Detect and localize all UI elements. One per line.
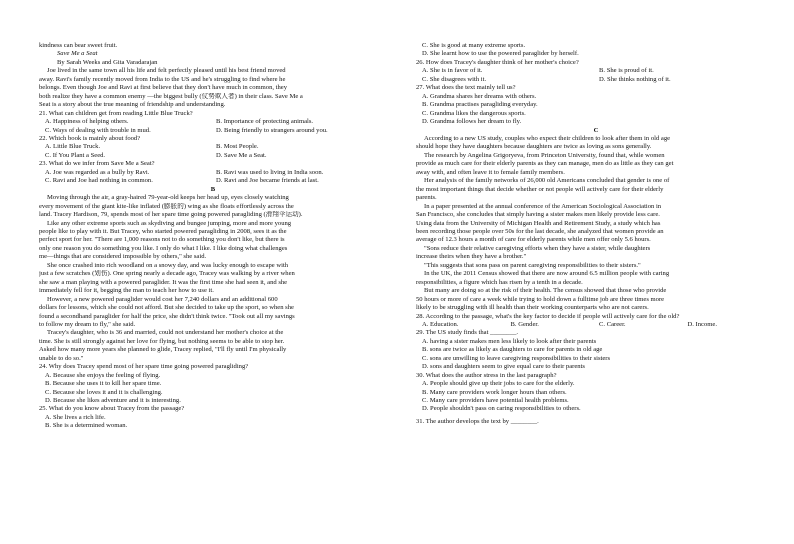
text-line: found a secondhand paraglider for half the price, she didn't think twice. "Took out all my savings bbox=[39, 312, 295, 320]
text-line: A. Grandma shares her dreams with others. bbox=[422, 92, 537, 100]
text-line: B. She is a determined woman. bbox=[45, 422, 128, 430]
text-line: should hope they have daughters because daughters are twice as loving as sons generally. bbox=[416, 143, 652, 151]
text-line: A. She lives a rich life. bbox=[45, 413, 106, 421]
section-heading: C bbox=[593, 126, 599, 134]
text-line: B. Grandma practises paragliding everyday. bbox=[422, 101, 538, 109]
text-line: 21. What can children get from reading Little Blue Truck? bbox=[39, 109, 193, 117]
answer-option: B. Ravi was used to living in India soon. bbox=[216, 168, 324, 176]
answer-option: A. Education. bbox=[422, 320, 459, 328]
text-line: only one reason you do something you like. I only do what I like. I like doing what challenges bbox=[39, 244, 288, 252]
text-line: increase theirs when they have a brother." bbox=[416, 253, 527, 261]
text-line: to follow my dream to fly," she said. bbox=[39, 320, 136, 328]
text-line: D. Because she likes adventure and it is interesting. bbox=[45, 397, 181, 405]
text-line: 31. The author develops the text by ________. bbox=[416, 417, 539, 425]
answer-options-row bbox=[39, 127, 387, 135]
text-line: C. Many care providers have potential health problems. bbox=[422, 397, 569, 405]
text-line: me—things that are considered impossible by others," she said. bbox=[39, 253, 207, 261]
text-line: B. Many care providers work longer hours than others. bbox=[422, 388, 567, 396]
answer-options-row bbox=[416, 76, 776, 84]
text-line: 26. How does Tracey's daughter think of her mother's choice? bbox=[416, 58, 579, 66]
answer-option: C. Ways of dealing with trouble in mud. bbox=[45, 126, 151, 134]
text-line: parents. bbox=[416, 194, 437, 202]
text-line: immediately fell for it, begging the man to teach her how to use it. bbox=[39, 287, 214, 295]
answer-option: C. Career. bbox=[599, 320, 626, 328]
text-line: 27. What does the text mainly tell us? bbox=[416, 84, 516, 92]
text-line: A. People should give up their jobs to care for the elderly. bbox=[422, 380, 575, 388]
text-line: San Francisco, she concludes that simply having a sister makes men likely provide less care. bbox=[416, 211, 660, 219]
text-line: 50 hours or more of care a week while trying to hold down a fulltime job are three times more bbox=[416, 295, 665, 303]
text-line: 22. Which book is mainly about food? bbox=[39, 134, 141, 142]
text-line: Using data from the University of Michigan Health and Retirement Study, a study which has bbox=[416, 219, 661, 227]
text-line: "This suggests that sons pass on parent caregiving responsibilities to their sisters." bbox=[424, 261, 641, 269]
text-line: just a few scratches (划伤). One spring nearly a decade ago, Tracey was walking by a river when bbox=[39, 270, 295, 278]
answer-option: D. Save Me a Seat. bbox=[216, 151, 267, 159]
answer-options-row bbox=[416, 321, 776, 329]
text-line: perfect sport for her. "There are 1,000 reasons not to do something you don't like, but there is bbox=[39, 236, 285, 244]
text-line: C. She is good at many extreme sports. bbox=[422, 42, 526, 49]
answer-option: D. She thinks nothing of it. bbox=[599, 75, 671, 83]
text-line: C. Grandma likes the dangerous sports. bbox=[422, 109, 526, 117]
text-line: D. She learnt how to use the powered paraglider by herself. bbox=[422, 50, 579, 58]
text-line: B. Because she uses it to kill her spare time. bbox=[45, 380, 162, 388]
text-line: 28. According to the passage, what's the key factor to decide if people will actively care for the old? bbox=[416, 312, 680, 320]
text-line: "Sons reduce their relative caregiving efforts when they have a sister, while daughters bbox=[424, 244, 651, 252]
text-line: D. People shouldn't pass on caring responsibilities to others. bbox=[422, 405, 581, 413]
text-line: But many are doing so at the risk of their health. The census showed that those who provide bbox=[424, 287, 667, 295]
text-line: According to a new US study, couples who expect their children to look after them in old age bbox=[424, 134, 671, 142]
text-line: By Sarah Weeks and Gita Varadarajan bbox=[57, 58, 158, 66]
text-line: In the UK, the 2011 Census showed that there are now around 6.5 million people with caring bbox=[424, 270, 670, 278]
answer-option: D. Ravi and Joe became friends at last. bbox=[216, 177, 319, 185]
answer-option: A. Happiness of helping others. bbox=[45, 118, 129, 126]
text-line: kindness can bear sweet fruit. bbox=[39, 42, 118, 49]
text-line: A. Because she enjoys the feeling of flying. bbox=[45, 371, 161, 379]
text-line: Seat is a story about the true meaning of friendship and understanding. bbox=[39, 101, 226, 109]
text-line: the most important things that decide whether or not people will actively care for their elderly bbox=[416, 185, 664, 193]
answer-option: D. Income. bbox=[687, 320, 717, 328]
answer-options-row bbox=[39, 169, 387, 177]
text-line: Joe lived in the same town all his life and felt perfectly pleased until his best friend moved bbox=[47, 67, 286, 75]
text-line: unable to do so." bbox=[39, 354, 84, 362]
text-line: belongs. Even though Joe and Ravi at first believe that they don't have much in common, they bbox=[39, 84, 288, 92]
text-line: 24. Why does Tracey spend most of her spare time going powered paragliding? bbox=[39, 363, 249, 371]
answer-option: A. Joe was regarded as a bully by Ravi. bbox=[45, 168, 150, 176]
text-line: she saw a man playing with a powered paraglider. It was the first time she had seen it, and she bbox=[39, 278, 288, 286]
answer-option: A. Little Blue Truck. bbox=[45, 143, 101, 151]
text-line: provide as much care for their elderly parents as they can manage, men do as little as they can get bbox=[416, 160, 674, 168]
text-line: D. sons and daughters seem to give equal care to their parents bbox=[422, 363, 585, 371]
text-line: Moving through the air, a gray-haired 79-year-old keeps her head up, eyes closely watching bbox=[47, 194, 289, 202]
text-line: She once crashed into rich woodland on a snowy day, and was lucky enough to escape with bbox=[47, 261, 289, 269]
answer-option: A. She is in favor of it. bbox=[422, 67, 483, 75]
answer-option: C. If You Plant a Seed. bbox=[45, 151, 106, 159]
answer-option: C. Ravi and Joe had nothing in common. bbox=[45, 177, 153, 185]
section-heading: B bbox=[210, 185, 216, 193]
answer-option: B. She is proud of it. bbox=[599, 67, 654, 75]
text-line: people like to play with it. But Tracey, who started powered paragliding in 2008, sees it as the bbox=[39, 227, 287, 235]
right-column bbox=[416, 42, 776, 426]
text-line: 23. What do we infer from Save Me a Seat? bbox=[39, 160, 155, 168]
answer-option: B. Gender. bbox=[510, 320, 539, 328]
text-line: Tracey's daughter, who is 36 and married, could not understand her mother's choice at the bbox=[47, 329, 284, 337]
answer-options-row bbox=[39, 118, 387, 126]
text-line: been recording those people over 50s for the last decade, she analyzed that women provide an bbox=[416, 227, 664, 235]
text-line: land. Tracey Hardison, 79, spends most of her spare time going powered paragliding (滑翔伞运动). bbox=[39, 211, 303, 219]
text-line: C. sons are unwilling to leave caregiving responsibilities to their sisters bbox=[422, 354, 611, 362]
text-line: both realize they have a common enemy —the biggest bully (仗势欺人者) in their class. Save Me a bbox=[39, 92, 303, 100]
answer-options-row bbox=[416, 67, 776, 75]
text-line: The research by Angelina Grigoryeva, from Princeton University, found that, while women bbox=[424, 151, 665, 159]
text-line: Asked how many more years she planned to glide, Tracey replied, "I'll fly until I'm physically bbox=[39, 346, 287, 354]
text-line: Like any other extreme sports such as skydiving and bungee jumping, more and more young bbox=[47, 219, 292, 227]
text-line: A. having a sister makes men less likely to look after their parents bbox=[422, 337, 597, 345]
left-column bbox=[39, 42, 387, 431]
text-line: time. She is still strongly against her love for flying, but nothing seems to be able to stop her. bbox=[39, 337, 285, 345]
text-line: every movement of the giant kite-like inflated (膨胀的) wing as she floats effortlessly across the bbox=[39, 202, 294, 210]
text-line: away with, and often leave it to female family members. bbox=[416, 168, 565, 176]
text-line: average of 12.3 hours a month of care for elderly parents while men offer only 5.6 hours. bbox=[416, 236, 651, 244]
text-line: 25. What do you know about Tracey from the passage? bbox=[39, 405, 185, 413]
text-line: 29. The US study finds that ________. bbox=[416, 329, 519, 337]
text-line: Save Me a Seat bbox=[57, 50, 98, 58]
answer-option: B. Importance of protecting animals. bbox=[216, 118, 314, 126]
text-line: B. sons are twice as likely as daughters to care for parents in old age bbox=[422, 346, 603, 354]
answer-options-row bbox=[39, 152, 387, 160]
text-line: away. Ravi's family recently moved from India to the US and he's struggling to find where he bbox=[39, 75, 286, 83]
answer-option: C. She disagrees with it. bbox=[422, 75, 487, 83]
answer-options-row bbox=[39, 143, 387, 151]
text-line: dollars for lessons, which she could not afford. But she decided to take up the sport, so when she bbox=[39, 304, 294, 312]
text-line: In a paper presented at the annual conference of the American Sociological Association in bbox=[424, 202, 662, 210]
text-line: 30. What does the author stress in the last paragraph? bbox=[416, 371, 557, 379]
answer-option: D. Being friendly to strangers around you. bbox=[216, 126, 328, 134]
text-line: D. Grandma follows her dream to fly. bbox=[422, 118, 522, 126]
text-line: likely to be struggling with ill health than their working counterparts who are not carers. bbox=[416, 304, 649, 312]
text-line: However, a new powered paraglider would cost her 7,240 dollars and an additional 600 bbox=[47, 295, 278, 303]
answer-options-row bbox=[39, 177, 387, 185]
answer-option: B. Most People. bbox=[216, 143, 259, 151]
text-line: Her analysis of the family networks of 26,000 old Americans concluded that gender is one of bbox=[424, 177, 670, 185]
text-line: C. Because she loves it and it is challenging. bbox=[45, 388, 163, 396]
text-line: responsibilities, a figure which has risen by a tenth in a decade. bbox=[416, 278, 583, 286]
